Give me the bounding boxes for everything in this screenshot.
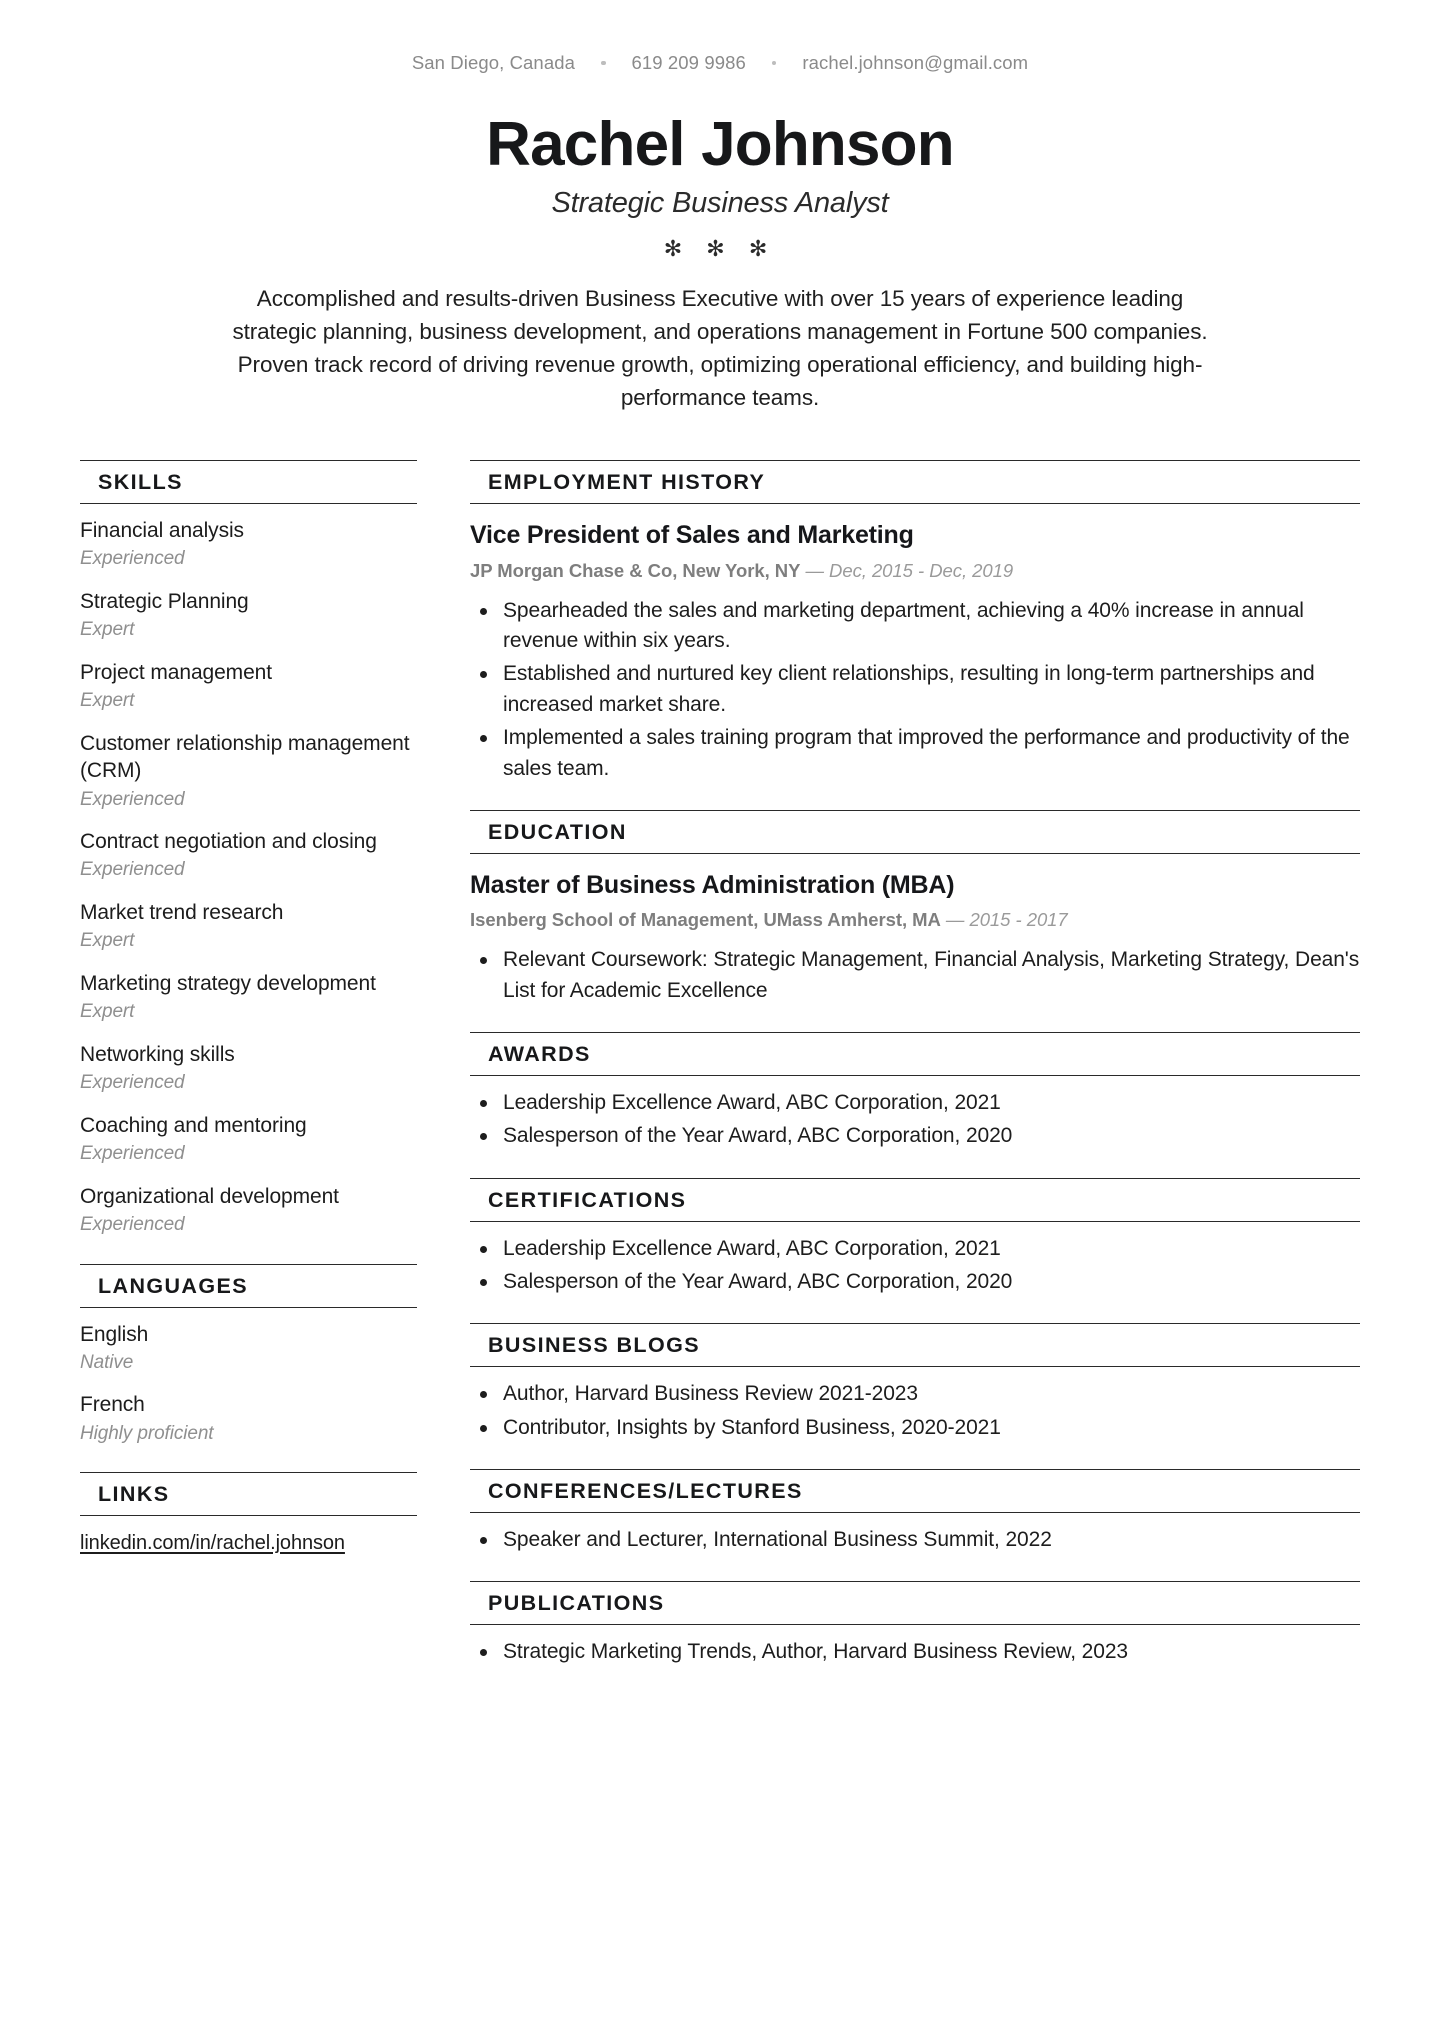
employment-entry xyxy=(470,519,1360,784)
skill-name: Coaching and mentoring xyxy=(80,1113,307,1137)
section-links xyxy=(80,1472,417,1555)
skill-level: Experienced xyxy=(80,859,185,881)
education-entry xyxy=(470,869,1360,1006)
education-separator: — xyxy=(940,909,970,931)
left-column xyxy=(80,460,435,1561)
skill-level: Experienced xyxy=(80,1143,185,1165)
conferences-bullets xyxy=(470,1525,1360,1555)
language-level: Highly proficient xyxy=(80,1422,214,1444)
skill-name: Organizational development xyxy=(80,1184,339,1208)
skill-name: Financial analysis xyxy=(80,519,244,543)
asterisk-divider-icon: ✻ ✻ ✻ xyxy=(663,236,777,262)
list-item xyxy=(80,1183,417,1238)
section-heading-awards: AWARDS xyxy=(470,1032,1360,1076)
job-title-subtitle: Strategic Business Analyst xyxy=(551,187,889,220)
publications-bullets xyxy=(470,1637,1360,1667)
link-linkedin[interactable]: linkedin.com/in/rachel.johnson xyxy=(80,1532,345,1555)
contact-email: rachel.johnson@gmail.com xyxy=(802,52,1029,73)
professional-summary: Accomplished and results-driven Business Executive with over 15 years of experience leading strategic planning, business development, and operations management in Fortune 500 companies. Proven track record of driving revenue growth, optimizing operational efficiency, and building high-performance teams. xyxy=(232,286,1208,411)
employment-job-title: Vice President of Sales and Marketing xyxy=(470,521,914,550)
section-heading-languages: LANGUAGES xyxy=(80,1264,417,1308)
list-item xyxy=(80,659,417,714)
list-item: Established and nurtured key client relationships, resulting in long-term partnerships and increased market share. xyxy=(470,659,1360,720)
section-heading-links: LINKS xyxy=(80,1472,417,1516)
list-item: Relevant Coursework: Strategic Management, Financial Analysis, Marketing Strategy, Dean's List for Academic Excellence xyxy=(470,945,1360,1006)
skill-name: Strategic Planning xyxy=(80,590,249,614)
list-item: Contributor, Insights by Stanford Business, 2020-2021 xyxy=(470,1413,1360,1443)
list-item xyxy=(80,517,417,572)
awards-bullets xyxy=(470,1088,1360,1152)
skill-name: Marketing strategy development xyxy=(80,972,376,996)
employment-organization: JP Morgan Chase & Co, New York, NY xyxy=(470,559,801,581)
right-column xyxy=(470,460,1360,1670)
employment-separator: — xyxy=(800,559,830,581)
list-item xyxy=(80,899,417,954)
section-business-blogs xyxy=(470,1323,1360,1443)
list-item: Leadership Excellence Award, ABC Corporation, 2021 xyxy=(470,1234,1360,1264)
skills-list xyxy=(80,504,417,1238)
skill-level: Expert xyxy=(80,619,135,641)
certifications-bullets xyxy=(470,1234,1360,1298)
skill-name: Customer relationship management (CRM) xyxy=(80,731,410,783)
contact-line xyxy=(80,46,1360,74)
section-conferences-lectures xyxy=(470,1469,1360,1555)
list-item xyxy=(80,1041,417,1096)
skill-level: Expert xyxy=(80,690,135,712)
page-title: Rachel Johnson xyxy=(486,110,954,180)
skill-name: Networking skills xyxy=(80,1042,235,1066)
section-heading-skills: SKILLS xyxy=(80,460,417,504)
list-item xyxy=(80,970,417,1025)
education-dates: 2015 - 2017 xyxy=(969,909,1068,931)
contact-location: San Diego, Canada xyxy=(411,52,575,73)
list-item xyxy=(80,828,417,883)
links-list xyxy=(80,1516,417,1555)
section-heading-conferences-lectures: CONFERENCES/LECTURES xyxy=(470,1469,1360,1513)
list-item: Salesperson of the Year Award, ABC Corporation, 2020 xyxy=(470,1267,1360,1297)
education-meta xyxy=(470,908,1360,933)
section-heading-education: EDUCATION xyxy=(470,810,1360,854)
skill-name: Contract negotiation and closing xyxy=(80,830,377,854)
list-item xyxy=(80,1321,417,1376)
business-blogs-bullets xyxy=(470,1379,1360,1443)
employment-meta xyxy=(470,559,1360,584)
list-item xyxy=(80,1112,417,1167)
skill-level: Experienced xyxy=(80,1072,185,1094)
skill-name: Project management xyxy=(80,660,272,684)
section-heading-business-blogs: BUSINESS BLOGS xyxy=(470,1323,1360,1367)
contact-separator-dot-icon xyxy=(601,61,606,66)
section-awards xyxy=(470,1032,1360,1152)
section-heading-employment-history: EMPLOYMENT HISTORY xyxy=(470,460,1360,504)
education-institution: Isenberg School of Management, UMass Amherst, MA xyxy=(470,909,941,931)
contact-phone: 619 209 9986 xyxy=(631,52,746,73)
section-languages xyxy=(80,1264,417,1447)
list-item xyxy=(80,1391,417,1446)
language-level: Native xyxy=(80,1351,134,1373)
list-item: Speaker and Lecturer, International Business Summit, 2022 xyxy=(470,1525,1360,1555)
employment-entries xyxy=(470,504,1360,784)
skill-level: Experienced xyxy=(80,548,185,570)
list-item: Author, Harvard Business Review 2021-2023 xyxy=(470,1379,1360,1409)
list-item xyxy=(80,730,417,812)
list-item xyxy=(80,588,417,643)
language-name: French xyxy=(80,1393,145,1417)
section-heading-publications: PUBLICATIONS xyxy=(470,1581,1360,1625)
section-publications xyxy=(470,1581,1360,1667)
section-heading-certifications: CERTIFICATIONS xyxy=(470,1178,1360,1222)
language-name: English xyxy=(80,1322,149,1346)
list-item: Implemented a sales training program that improved the performance and productivity of the sales team. xyxy=(470,723,1360,784)
section-certifications xyxy=(470,1178,1360,1298)
skill-level: Expert xyxy=(80,1001,135,1023)
section-education xyxy=(470,810,1360,1006)
education-bullets xyxy=(470,945,1360,1006)
list-item: Salesperson of the Year Award, ABC Corporation, 2020 xyxy=(470,1121,1360,1151)
list-item: Leadership Excellence Award, ABC Corporation, 2021 xyxy=(470,1088,1360,1118)
list-item: Spearheaded the sales and marketing department, achieving a 40% increase in annual revenue within six years. xyxy=(470,596,1360,657)
skill-level: Experienced xyxy=(80,788,185,810)
section-employment-history xyxy=(470,460,1360,784)
education-entries xyxy=(470,854,1360,1006)
content-columns xyxy=(80,460,1360,1670)
skill-level: Expert xyxy=(80,930,135,952)
section-skills xyxy=(80,460,417,1237)
contact-separator-dot-icon xyxy=(772,61,777,66)
employment-bullets xyxy=(470,596,1360,785)
education-degree: Master of Business Administration (MBA) xyxy=(470,870,955,899)
skill-level: Experienced xyxy=(80,1214,185,1236)
skill-name: Market trend research xyxy=(80,901,284,925)
list-item: Strategic Marketing Trends, Author, Harvard Business Review, 2023 xyxy=(470,1637,1360,1667)
languages-list xyxy=(80,1308,417,1447)
employment-dates: Dec, 2015 - Dec, 2019 xyxy=(829,559,1014,581)
